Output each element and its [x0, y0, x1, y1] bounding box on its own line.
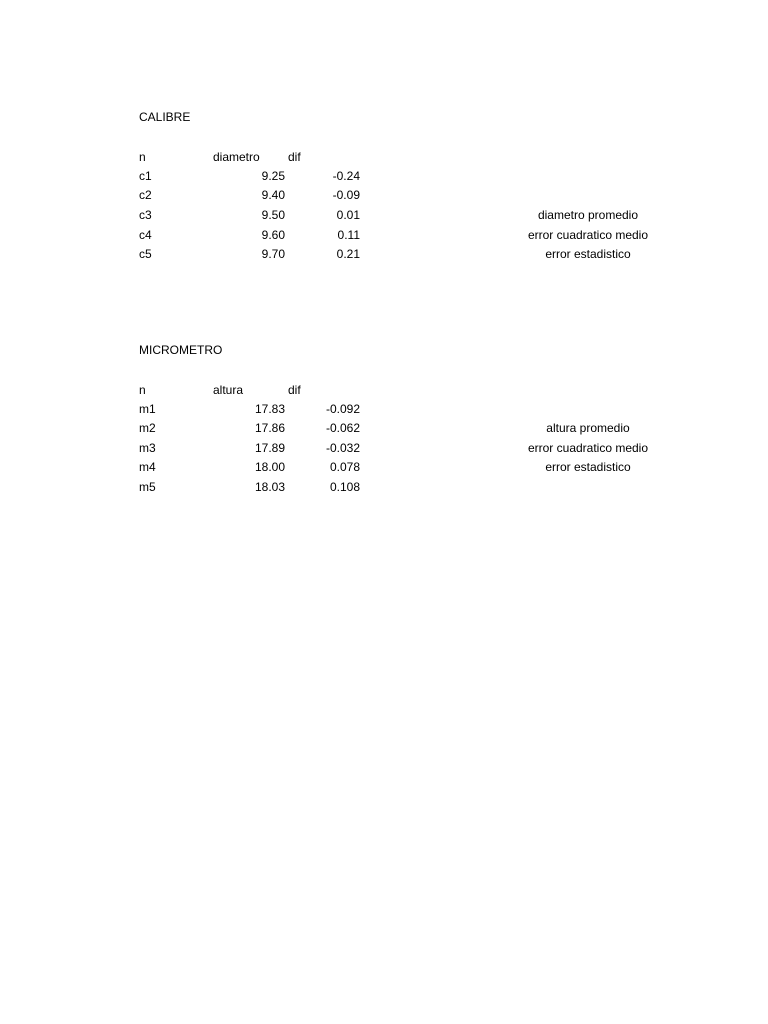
calibre-header-row — [0, 149, 768, 169]
row-id: m1 — [139, 402, 156, 416]
row-dif: -0.092 — [325, 402, 360, 416]
row-id: m2 — [139, 421, 156, 435]
row-id: c5 — [139, 247, 152, 261]
row-dif: 0.108 — [329, 480, 360, 494]
row-value: 18.03 — [254, 480, 285, 494]
table-row — [0, 207, 768, 227]
table-row — [0, 227, 768, 247]
header-dif: dif — [288, 383, 301, 397]
row-id: c2 — [139, 188, 152, 202]
row-value: 9.70 — [261, 247, 285, 261]
row-value: 17.86 — [254, 421, 285, 435]
row-dif: 0.21 — [336, 247, 360, 261]
row-id: m5 — [139, 480, 156, 494]
table-row — [0, 401, 768, 421]
table-row — [0, 420, 768, 440]
row-id: c1 — [139, 169, 152, 183]
row-value: 18.00 — [254, 460, 285, 474]
header-n: n — [139, 150, 146, 164]
row-dif: 0.01 — [336, 208, 360, 222]
row-id: m4 — [139, 460, 156, 474]
altura-promedio-label: altura promedio — [546, 421, 630, 435]
table-row — [0, 459, 768, 479]
row-dif: 0.11 — [337, 228, 360, 242]
micrometro-title: MICROMETRO — [139, 343, 223, 357]
table-row — [0, 440, 768, 460]
row-value: 9.60 — [261, 228, 285, 242]
row-dif: -0.032 — [325, 441, 360, 455]
error-cuadratico-label: error cuadratico medio — [527, 228, 649, 242]
header-dif: dif — [288, 150, 301, 164]
row-dif: -0.24 — [332, 169, 360, 183]
row-dif: 0.078 — [329, 460, 360, 474]
header-altura: altura — [213, 383, 244, 397]
row-value: 17.89 — [254, 441, 285, 455]
row-value: 9.40 — [261, 188, 285, 202]
row-id: c3 — [139, 208, 152, 222]
table-row — [0, 246, 768, 266]
header-n: n — [139, 383, 146, 397]
table-row — [0, 187, 768, 207]
table-row — [0, 168, 768, 188]
row-id: c4 — [139, 228, 152, 242]
row-value: 9.50 — [261, 208, 285, 222]
error-cuadratico-label: error cuadratico medio — [527, 441, 649, 455]
row-value: 17.83 — [254, 402, 285, 416]
row-dif: -0.09 — [332, 188, 360, 202]
table-row — [0, 479, 768, 499]
row-id: m3 — [139, 441, 156, 455]
error-estadistico-label: error estadistico — [545, 460, 631, 474]
row-dif: -0.062 — [325, 421, 360, 435]
row-value: 9.25 — [261, 169, 285, 183]
error-estadistico-label: error estadistico — [545, 247, 631, 261]
calibre-title: CALIBRE — [139, 110, 191, 124]
diametro-promedio-label: diametro promedio — [537, 208, 639, 222]
micrometro-header-row — [0, 382, 768, 402]
header-diametro: diametro — [213, 150, 260, 164]
